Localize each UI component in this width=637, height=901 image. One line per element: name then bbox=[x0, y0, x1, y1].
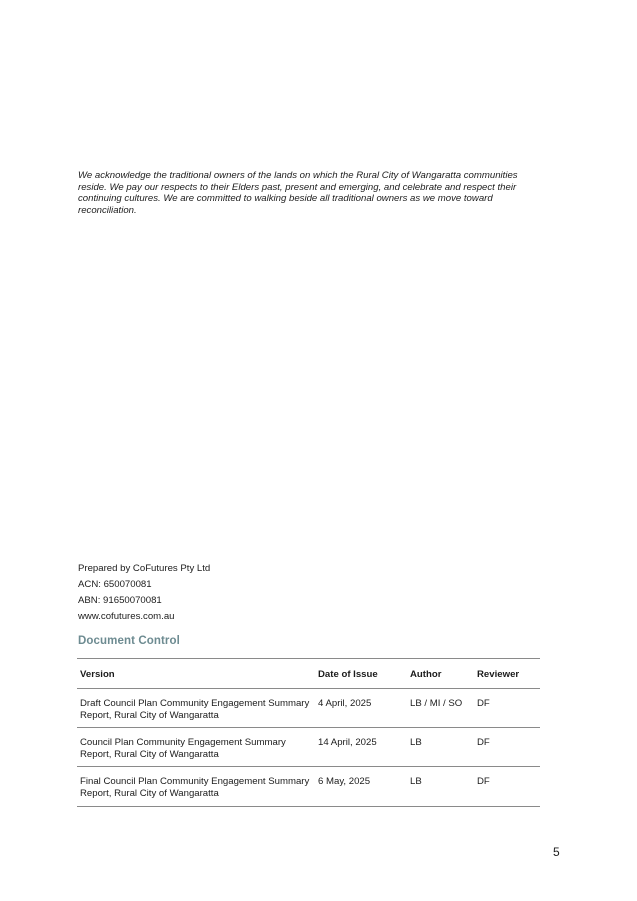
website: www.cofutures.com.au bbox=[78, 611, 175, 622]
header-version: Version bbox=[80, 669, 115, 680]
document-control-heading: Document Control bbox=[78, 635, 180, 647]
cell-date: 6 May, 2025 bbox=[318, 776, 371, 788]
abn: ABN: 91650070081 bbox=[78, 595, 162, 606]
header-date-of-issue: Date of Issue bbox=[318, 669, 378, 680]
cell-date: 14 April, 2025 bbox=[318, 737, 377, 749]
cell-version: Draft Council Plan Community Engagement Summary Report, Rural City of Wangaratta bbox=[80, 698, 310, 721]
prepared-by-block bbox=[78, 561, 210, 625]
cell-author: LB / MI / SO bbox=[410, 698, 463, 709]
document-control-table bbox=[77, 658, 540, 807]
acn: ACN: 650070081 bbox=[78, 579, 152, 590]
table-row bbox=[77, 728, 540, 767]
header-reviewer: Reviewer bbox=[477, 669, 520, 680]
acknowledgement-of-country: We acknowledge the traditional owners of the lands on which the Rural City of Wangaratta communities reside. We pay our respects to their Elders past, present and emerging, and celebrate and respect their continuing cultures. We are committed to walking beside all traditional owners as we move toward reconciliation. bbox=[78, 170, 518, 216]
cell-reviewer: DF bbox=[477, 698, 490, 709]
cell-reviewer: DF bbox=[477, 776, 490, 788]
cell-version: Final Council Plan Community Engagement Summary Report, Rural City of Wangaratta bbox=[80, 776, 310, 799]
table-header-row bbox=[77, 659, 540, 689]
cell-date: 4 April, 2025 bbox=[318, 698, 372, 709]
page-number: 5 bbox=[553, 845, 560, 859]
prepared-by: Prepared by CoFutures Pty Ltd bbox=[78, 563, 211, 574]
cell-reviewer: DF bbox=[477, 737, 490, 749]
table-row bbox=[77, 689, 540, 728]
cell-author: LB bbox=[410, 737, 422, 749]
header-author: Author bbox=[410, 669, 442, 680]
cell-author: LB bbox=[410, 776, 422, 788]
table-row bbox=[77, 767, 540, 806]
cell-version: Council Plan Community Engagement Summary Report, Rural City of Wangaratta bbox=[80, 737, 286, 760]
